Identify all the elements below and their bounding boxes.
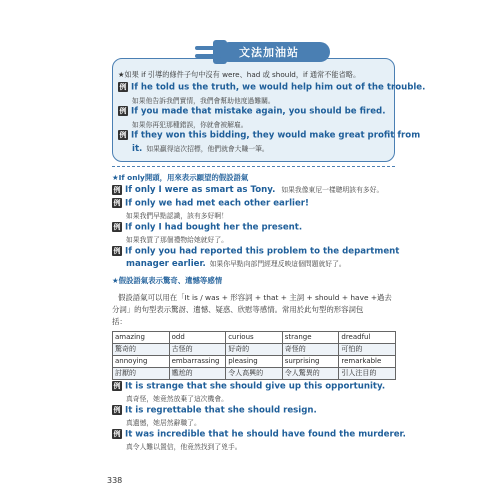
box-example-3: 例 If they won this bidding, they would make great profit from [119, 130, 421, 141]
example-tag-icon: 例 [113, 247, 121, 255]
table-cell: 可怕的 [339, 344, 396, 356]
example-tag-icon: 例 [113, 406, 121, 414]
table-cell: 引人注目的 [339, 368, 396, 380]
table-cell: 驚奇的 [113, 344, 170, 356]
section2-para-line1: 假設語氣可以用在「It is / was + 形容詞 + that + 主詞 + should + have +過去 [118, 293, 392, 302]
table-cell: embarrassing [169, 356, 226, 368]
example-tag-icon: 例 [113, 223, 121, 231]
table-cell: 好奇的 [226, 344, 283, 356]
table-row [113, 332, 396, 344]
example-tag-icon: 例 [113, 185, 121, 194]
example-tag-icon: 例 [119, 131, 127, 139]
example-tag-icon: 例 [119, 107, 127, 115]
box-example-1: 例 If he told us the truth, we would help him out of the trouble. [119, 82, 426, 93]
box-example-2: 例 If you made that mistake again, you should be fired. [119, 106, 386, 117]
table-cell: amazing [113, 332, 170, 344]
box-example-1-cn: 如果他告訴我們實情，我們會幫助他度過難關。 [132, 97, 275, 105]
s1-example-3: 例 If only I had bought her the present. [113, 222, 303, 233]
divider [112, 166, 395, 167]
s2-example-3: 例 It was incredible that he should have found the murderer. [113, 429, 406, 440]
section2-para-line3: 括： [112, 317, 127, 326]
example-tag-icon: 例 [113, 430, 121, 438]
table-cell: remarkable [339, 356, 396, 368]
table-cell: pleasing [226, 356, 283, 368]
box-intro: ★如果 if 引導的條件子句中沒有 were、had 或 should，if 通常不能省略。 [118, 70, 361, 79]
box-example-2-cn: 如果你再犯那種錯誤，你就會被解雇。 [132, 121, 248, 129]
section2-para-line2: 分詞」的句型表示驚訝、遺憾、疑惑、欣慰等感情。常用於此句型的形容詞包 [112, 305, 364, 314]
s1-example-1: 例 If only I were as smart as Tony. 如果我像東尼一樣聰明該有多好。 [113, 185, 384, 195]
s2-example-2: 例 It is regrettable that she should resign. [113, 405, 317, 416]
section2-title: ★假設語氣表示驚奇、遺憾等感情 [112, 276, 223, 285]
table-cell: strange [282, 332, 339, 344]
table-cell: curious [226, 332, 283, 344]
example-tag-icon: 例 [119, 83, 127, 91]
box-title: 文法加油站 [239, 46, 299, 59]
table-row [113, 344, 396, 356]
example-tag-icon: 例 [113, 382, 121, 390]
table-cell: dreadful [339, 332, 396, 344]
section1-title: ★If only開頭，用來表示願望的假設語氣 [112, 173, 249, 182]
s1-example-2-cn: 如果我們早點認識，該有多好啊！ [126, 212, 228, 220]
table-cell: 令人驚異的 [282, 368, 339, 380]
s2-example-1-cn: 真奇怪，她竟然放棄了這次機會。 [126, 395, 228, 403]
table-cell: surprising [282, 356, 339, 368]
s2-example-1: 例 It is strange that she should give up this opportunity. [113, 381, 386, 392]
adjective-table [112, 331, 396, 380]
table-cell: 奇怪的 [282, 344, 339, 356]
example-tag-icon: 例 [113, 199, 121, 207]
s1-example-4: 例 If only you had reported this problem to the department [113, 246, 400, 257]
s2-example-3-cn: 真令人難以置信，他竟然找到了兇手。 [126, 443, 242, 451]
table-cell: 古怪的 [169, 344, 226, 356]
table-cell: odd [169, 332, 226, 344]
table-cell: 討厭的 [113, 368, 170, 380]
table-cell: 令人高興的 [226, 368, 283, 380]
page-number: 338 [107, 476, 123, 485]
s1-example-2: 例 If only we had met each other earlier! [113, 198, 309, 209]
s2-example-2-cn: 真遺憾，她居然辭職了。 [126, 419, 201, 427]
table-row [113, 368, 396, 380]
box-example-3-cont: it. 如果贏得這次招標，他們就會大賺一筆。 [132, 144, 269, 154]
s1-example-3-cn: 如果我買了那個禮物給她就好了。 [126, 236, 228, 244]
s1-example-4-cont: manager earlier. 如果你早點向部門經理反映這個問題就好了。 [126, 259, 346, 269]
plug-header [195, 42, 330, 62]
table-cell: 尷尬的 [169, 368, 226, 380]
table-cell: annoying [113, 356, 170, 368]
table-row [113, 356, 396, 368]
